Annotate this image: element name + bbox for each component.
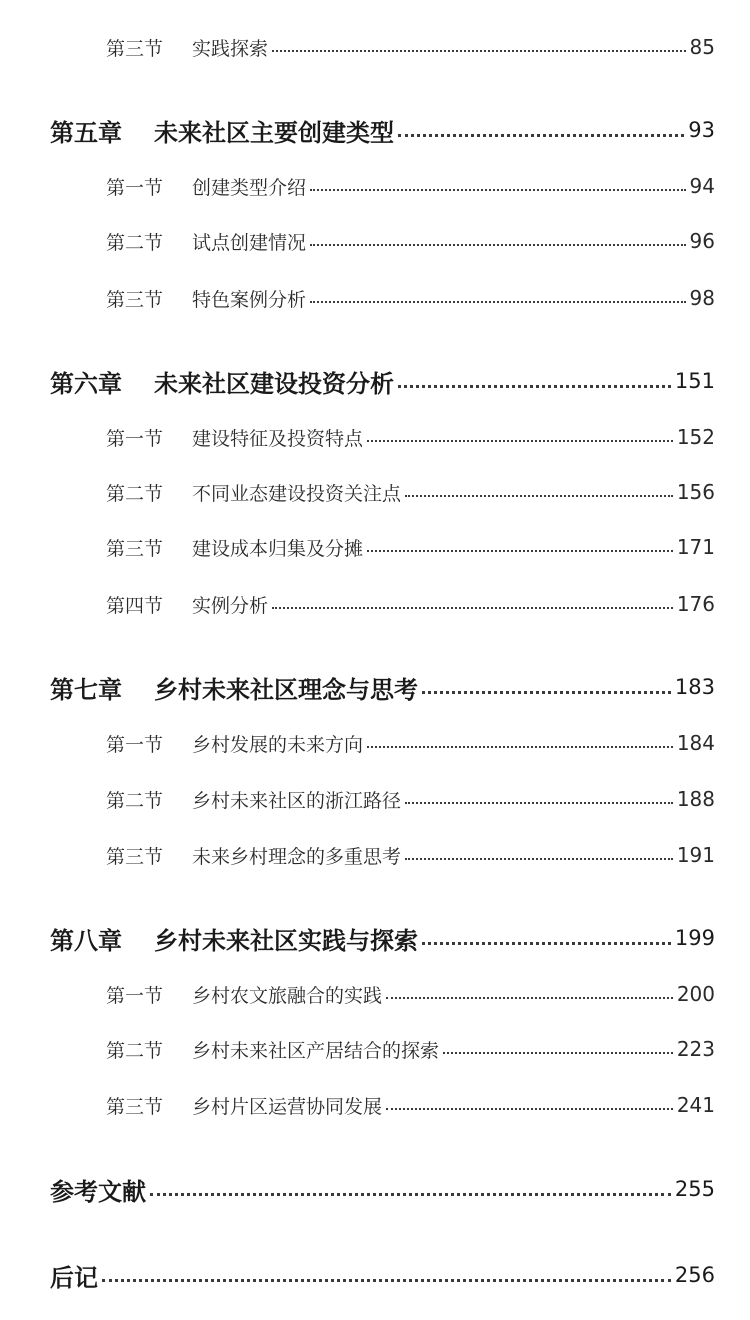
entry-page-number: 200 — [676, 982, 715, 1006]
dot-leader — [367, 550, 673, 552]
toc-entry-section[interactable] — [106, 281, 715, 315]
dot-leader — [398, 134, 684, 137]
dot-leader — [443, 1052, 673, 1054]
entry-page-number: 156 — [676, 480, 715, 504]
toc-entry-section[interactable] — [106, 838, 715, 872]
dot-leader — [150, 1193, 671, 1196]
toc-entry-section[interactable] — [106, 782, 715, 816]
toc-entry-section[interactable] — [106, 30, 715, 64]
toc-entry-section[interactable] — [106, 530, 715, 564]
dot-leader — [405, 858, 673, 860]
entry-title: 特色案例分析 — [192, 288, 307, 311]
toc-entry-section[interactable] — [106, 1032, 715, 1066]
entry-number: 第六章 — [50, 369, 122, 398]
entry-page-number: 199 — [674, 926, 715, 950]
entry-title: 未来社区主要创建类型 — [154, 118, 394, 147]
entry-page-number: 171 — [676, 535, 715, 559]
entry-page-number: 184 — [676, 731, 715, 755]
entry-page-number: 85 — [689, 35, 715, 59]
dot-leader — [422, 691, 671, 694]
entry-number: 第三节 — [106, 37, 164, 60]
entry-page-number: 191 — [676, 843, 715, 867]
dot-leader — [386, 997, 673, 999]
entry-title: 未来社区建设投资分析 — [154, 369, 394, 398]
entry-number: 第五章 — [50, 118, 122, 147]
entry-page-number: 241 — [676, 1093, 715, 1117]
entry-page-number: 93 — [688, 118, 715, 142]
entry-title: 乡村片区运营协同发展 — [192, 1095, 383, 1118]
entry-title: 建设成本归集及分摊 — [192, 537, 364, 560]
entry-page-number: 94 — [689, 174, 715, 198]
entry-title: 建设特征及投资特点 — [192, 427, 364, 450]
entry-title: 乡村未来社区实践与探索 — [154, 926, 418, 955]
toc-entry-chapter[interactable] — [50, 364, 715, 398]
entry-title: 创建类型介绍 — [192, 176, 307, 199]
toc-entry-section[interactable] — [106, 587, 715, 621]
entry-page-number: 98 — [689, 286, 715, 310]
entry-number: 第二节 — [106, 482, 164, 505]
entry-page-number: 223 — [676, 1037, 715, 1061]
dot-leader — [310, 189, 686, 191]
entry-page-number: 188 — [676, 787, 715, 811]
entry-title: 实例分析 — [192, 594, 269, 617]
toc-entry-section[interactable] — [106, 726, 715, 760]
entry-page-number: 152 — [676, 425, 715, 449]
dot-leader — [310, 301, 686, 303]
toc-entry-section[interactable] — [106, 977, 715, 1011]
toc-entry-section[interactable] — [106, 1088, 715, 1122]
entry-number: 第三节 — [106, 845, 164, 868]
toc-entry-section[interactable] — [106, 420, 715, 454]
toc-entry-afterword[interactable] — [50, 1258, 715, 1292]
entry-number: 第三节 — [106, 288, 164, 311]
entry-title: 后记 — [50, 1263, 98, 1292]
entry-number: 第三节 — [106, 537, 164, 560]
entry-number: 第七章 — [50, 675, 122, 704]
entry-title: 乡村未来社区产居结合的探索 — [192, 1039, 440, 1062]
entry-page-number: 151 — [674, 369, 715, 393]
entry-number: 第三节 — [106, 1095, 164, 1118]
entry-number: 第二节 — [106, 789, 164, 812]
entry-page-number: 255 — [674, 1177, 715, 1201]
toc-entry-chapter[interactable] — [50, 921, 715, 955]
dot-leader — [405, 802, 673, 804]
dot-leader — [102, 1279, 671, 1282]
toc-entry-section[interactable] — [106, 224, 715, 258]
toc-entry-section[interactable] — [106, 169, 715, 203]
entry-number: 第一节 — [106, 427, 164, 450]
entry-number: 第一节 — [106, 733, 164, 756]
dot-leader — [310, 244, 686, 246]
dot-leader — [422, 942, 671, 945]
entry-number: 第四节 — [106, 594, 164, 617]
entry-number: 第一节 — [106, 984, 164, 1007]
entry-title: 参考文献 — [50, 1177, 146, 1206]
entry-title: 乡村农文旅融合的实践 — [192, 984, 383, 1007]
dot-leader — [398, 385, 671, 388]
entry-page-number: 96 — [689, 229, 715, 253]
dot-leader — [272, 50, 686, 52]
entry-page-number: 176 — [676, 592, 715, 616]
toc-entry-chapter[interactable] — [50, 113, 715, 147]
entry-number: 第二节 — [106, 231, 164, 254]
dot-leader — [405, 495, 673, 497]
toc-entry-chapter[interactable] — [50, 670, 715, 704]
entry-number: 第二节 — [106, 1039, 164, 1062]
dot-leader — [386, 1108, 673, 1110]
entry-title: 乡村未来社区理念与思考 — [154, 675, 418, 704]
entry-title: 试点创建情况 — [192, 231, 307, 254]
entry-title: 未来乡村理念的多重思考 — [192, 845, 402, 868]
entry-title: 乡村发展的未来方向 — [192, 733, 364, 756]
entry-number: 第一节 — [106, 176, 164, 199]
toc-entry-references[interactable] — [50, 1172, 715, 1206]
entry-title: 实践探索 — [192, 37, 269, 60]
entry-page-number: 256 — [674, 1263, 715, 1287]
dot-leader — [272, 607, 673, 609]
entry-page-number: 183 — [674, 675, 715, 699]
entry-title: 不同业态建设投资关注点 — [192, 482, 402, 505]
dot-leader — [367, 440, 673, 442]
dot-leader — [367, 746, 673, 748]
entry-title: 乡村未来社区的浙江路径 — [192, 789, 402, 812]
entry-number: 第八章 — [50, 926, 122, 955]
toc-entry-section[interactable] — [106, 475, 715, 509]
